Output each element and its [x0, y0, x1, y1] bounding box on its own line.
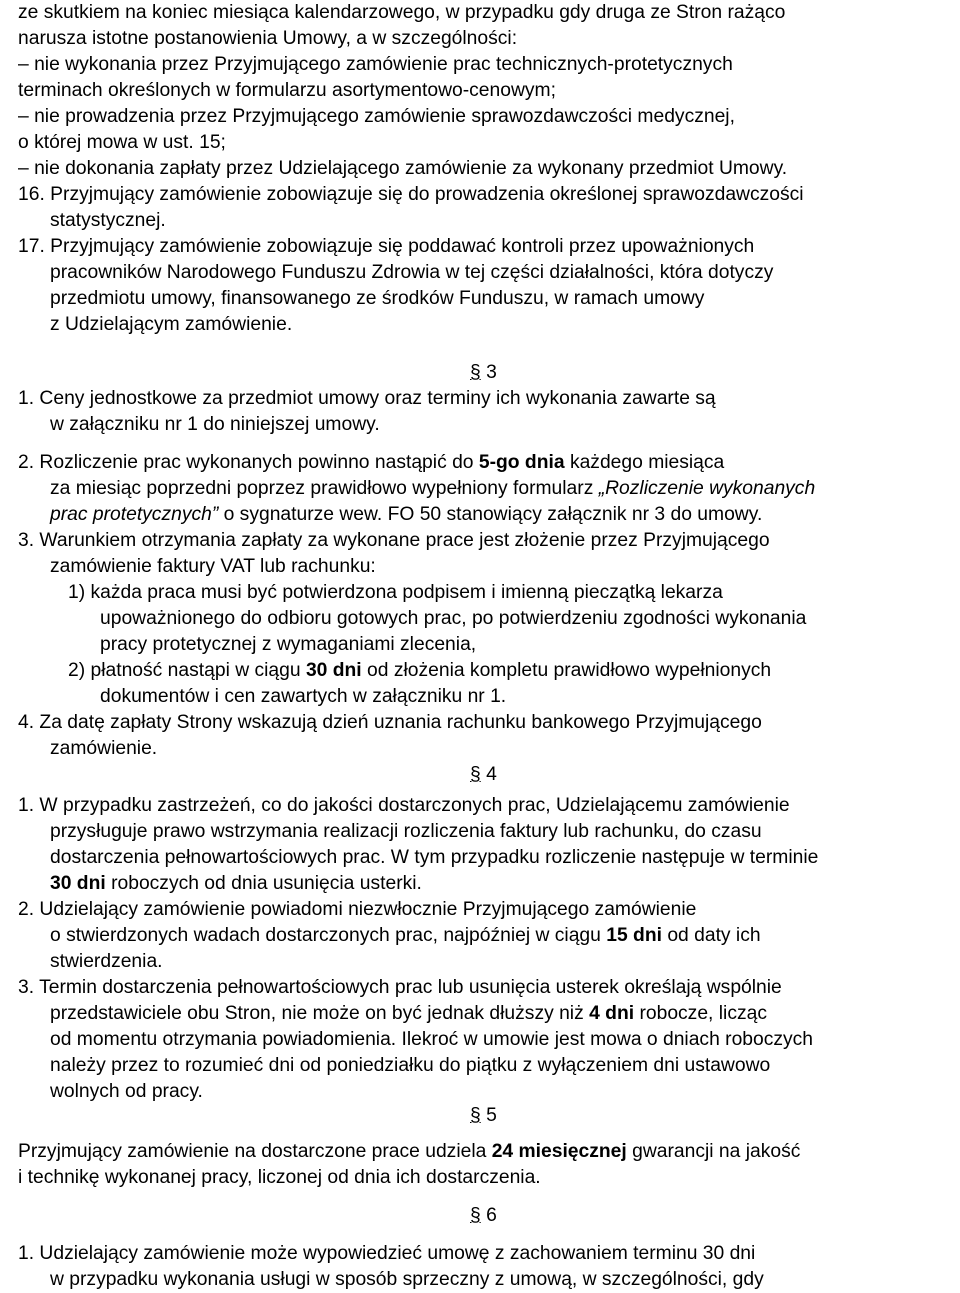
bullet-item: – nie wykonania przez Przyjmującego zamówienie prac technicznych-protetycznych: [18, 54, 733, 75]
text-run: roboczych od dnia usunięcia usterki.: [105, 873, 422, 894]
bullet-continuation: o której mowa w ust. 15;: [18, 132, 226, 153]
bold-run: 15 dni: [606, 925, 662, 946]
paragraph-continuation: wolnych od pracy.: [50, 1081, 203, 1102]
paragraph-continuation: [50, 1001, 767, 1027]
numbered-paragraph: 16. Przyjmujący zamówienie zobowiązuje się do prowadzenia określonej sprawozdawczości: [18, 184, 804, 205]
section-symbol: §: [470, 764, 481, 785]
numbered-paragraph: 17. Przyjmujący zamówienie zobowiązuje się poddawać kontroli przez upoważnionych: [18, 236, 755, 257]
text-run: o sygnaturze wew. FO 50 stanowiący załącznik nr 3 do umowy.: [218, 504, 763, 525]
text-run: przedstawiciele obu Stron, nie może on być jednak dłuższy niż: [50, 1003, 584, 1024]
text-run: 2. Rozliczenie prac wykonanych powinno nastąpić do: [18, 452, 474, 473]
paragraph-continuation: dostarczenia pełnowartościowych prac. W tym przypadku rozliczenie następuje w terminie: [50, 847, 819, 868]
paragraph-continuation: przysługuje prawo wstrzymania realizacji rozliczenia faktury lub rachunku, do czasu: [50, 821, 762, 842]
numbered-paragraph: 3. Termin dostarczenia pełnowartościowych prac lub usunięcia usterek określają wspólnie: [18, 977, 782, 998]
paragraph-continuation: należy przez to rozumieć dni od poniedziałku do piątku z wyłączeniem dni ustawowo: [50, 1055, 771, 1076]
paragraph-continuation: od momentu otrzymania powiadomienia. Ilekroć w umowie jest mowa o dniach roboczych: [50, 1029, 814, 1050]
numbered-paragraph: 1. Ceny jednostkowe za przedmiot umowy oraz terminy ich wykonania zawarte są: [18, 388, 716, 409]
paragraph-continuation: z Udzielającym zamówienie.: [50, 314, 293, 335]
paragraph-line: narusza istotne postanowienia Umowy, a w szczególności:: [18, 28, 518, 49]
list-item-continuation: upoważnionego do odbioru gotowych prac, po potwierdzeniu zgodności wykonania: [100, 608, 807, 629]
numbered-paragraph: 1. W przypadku zastrzeżeń, co do jakości dostarczonych prac, Udzielającemu zamówienie: [18, 795, 790, 816]
bold-run: 30 dni: [50, 873, 106, 894]
numbered-paragraph: 2. Udzielający zamówienie powiadomi niezwłocznie Przyjmującego zamówienie: [18, 899, 697, 920]
section-heading-5: [470, 1103, 497, 1129]
section-number: 6: [486, 1205, 497, 1226]
paragraph-continuation: pracowników Narodowego Funduszu Zdrowia w tej części działalności, która dotyczy: [50, 262, 774, 283]
section-number: 4: [486, 764, 497, 785]
paragraph-continuation: [50, 871, 422, 897]
numbered-paragraph: 1. Udzielający zamówienie może wypowiedzieć umowę z zachowaniem terminu 30 dni: [18, 1243, 756, 1264]
section-number: 5: [486, 1105, 497, 1126]
paragraph-continuation: [50, 476, 815, 502]
text-run: o stwierdzonych wadach dostarczonych prac, najpóźniej w ciągu: [50, 925, 601, 946]
section-symbol: §: [470, 1105, 481, 1126]
text-run: każdego miesiąca: [569, 452, 725, 473]
text-run: gwarancji na jakość: [632, 1141, 801, 1162]
text-run: Przyjmujący zamówienie na dostarczone prace udziela: [18, 1141, 487, 1162]
text-run: za miesiąc poprzedni poprzez prawidłowo wypełniony formularz: [50, 478, 594, 499]
bold-run: 24 miesięcznej: [491, 1141, 627, 1162]
section-heading-6: [470, 1203, 497, 1229]
italic-run: „Rozliczenie wykonanych: [598, 478, 816, 499]
section-symbol: §: [470, 1205, 481, 1226]
paragraph-continuation: zamówienie.: [50, 738, 158, 759]
bullet-item: – nie prowadzenia przez Przyjmującego zamówienie sprawozdawczości medycznej,: [18, 106, 735, 127]
section-heading-4: [470, 762, 497, 788]
numbered-paragraph: [18, 450, 724, 476]
list-item-continuation: dokumentów i cen zawartych w załączniku nr 1.: [100, 686, 507, 707]
list-item: [68, 658, 771, 684]
italic-run: prac protetycznych”: [50, 504, 219, 525]
section-number: 3: [486, 362, 497, 383]
paragraph-continuation: w załączniku nr 1 do niniejszej umowy.: [50, 414, 380, 435]
paragraph-continuation: stwierdzenia.: [50, 951, 163, 972]
paragraph-continuation: przedmiotu umowy, finansowanego ze środków Funduszu, w ramach umowy: [50, 288, 705, 309]
bold-run: 4 dni: [589, 1003, 635, 1024]
section-symbol: §: [470, 362, 481, 383]
list-item: 1) każda praca musi być potwierdzona podpisem i imienną pieczątką lekarza: [68, 582, 723, 603]
paragraph-continuation: zamówienie faktury VAT lub rachunku:: [50, 556, 376, 577]
bold-run: 5-go dnia: [478, 452, 565, 473]
text-run: robocze, licząc: [639, 1003, 767, 1024]
bullet-continuation: terminach określonych w formularzu asortymentowo-cenowym;: [18, 80, 556, 101]
paragraph-line: ze skutkiem na koniec miesiąca kalendarzowego, w przypadku gdy druga ze Stron rażąco: [18, 2, 786, 23]
paragraph-line: i technikę wykonanej pracy, liczonej od dnia ich dostarczenia.: [18, 1167, 541, 1188]
bold-run: 30 dni: [305, 660, 362, 681]
bullet-item: – nie dokonania zapłaty przez Udzielającego zamówienie za wykonany przedmiot Umowy.: [18, 158, 788, 179]
paragraph-line: [18, 1139, 800, 1165]
paragraph-continuation: [50, 502, 762, 528]
paragraph-continuation: statystycznej.: [50, 210, 166, 231]
text-run: 2) płatność nastąpi w ciągu: [68, 660, 301, 681]
paragraph-continuation: [50, 923, 761, 949]
list-item-continuation: pracy protetycznej z wymaganiami zlecenia,: [100, 634, 477, 655]
text-run: od złożenia kompletu prawidłowo wypełnionych: [367, 660, 772, 681]
numbered-paragraph: 4. Za datę zapłaty Strony wskazują dzień uznania rachunku bankowego Przyjmującego: [18, 712, 762, 733]
numbered-paragraph: 3. Warunkiem otrzymania zapłaty za wykonane prace jest złożenie przez Przyjmującego: [18, 530, 770, 551]
section-heading-3: [470, 360, 497, 386]
text-run: od daty ich: [667, 925, 761, 946]
paragraph-continuation: w przypadku wykonania usługi w sposób sprzeczny z umową, w szczególności, gdy: [50, 1269, 764, 1290]
